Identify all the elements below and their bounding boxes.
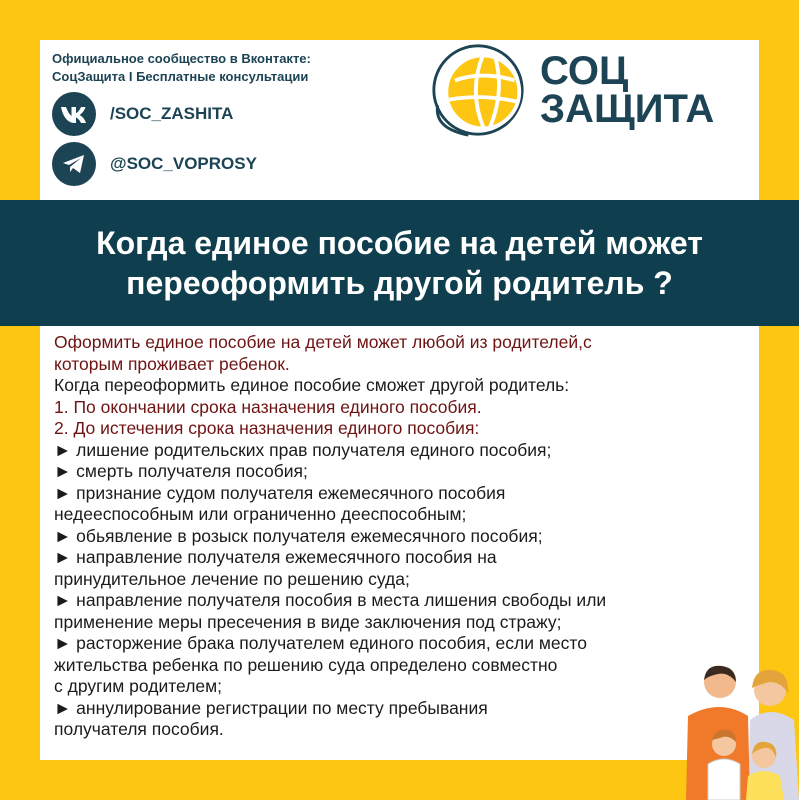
intro-line: которым проживает ребенок. [54, 353, 290, 374]
bullet-line: жительства ребенка по решению суда определено совместно [54, 654, 558, 675]
content-card [40, 326, 759, 760]
bullet-line: ► признание судом получателя ежемесячного пособия [54, 482, 506, 503]
question-line: Когда переоформить единое пособие сможет другой родитель: [54, 375, 570, 395]
logo-text [540, 49, 715, 131]
bullet-line: принудительное лечение по решению суда; [54, 568, 410, 589]
community-info [52, 50, 311, 86]
header-card [40, 40, 759, 200]
article-body [54, 332, 744, 741]
title-band [0, 200, 799, 326]
intro-line: Оформить единое пособие на детей может любой из родителей,с [54, 332, 592, 352]
vk-icon [52, 92, 96, 136]
page-title-line-1: Когда единое пособие на детей может [96, 225, 703, 261]
bullet-line: ► лишение родительских прав получателя единого пособия; [54, 439, 552, 460]
community-line-2: СоцЗащита I Бесплатные консультации [52, 69, 309, 84]
bullet-line: получателя пособия. [54, 719, 224, 739]
family-illustration [678, 660, 799, 800]
bullet-line: ► расторжение брака получателем единого пособия, если место [54, 633, 587, 653]
vk-link[interactable] [52, 92, 233, 136]
vk-handle: /SOC_ZASHITA [110, 104, 234, 123]
numbered-item: 2. До истечения срока назначения единого пособия: [54, 418, 480, 438]
logo [430, 42, 714, 138]
community-line-1: Официальное сообщество в Вконтакте: [52, 51, 311, 66]
bullet-line: с другим родителем; [54, 676, 223, 696]
telegram-icon [52, 142, 96, 186]
bullet-line: применение меры пресечения в виде заключения под стражу; [54, 611, 562, 632]
telegram-link[interactable] [52, 142, 257, 186]
logo-line-2: ЗАЩИТА [540, 87, 715, 131]
bullet-line: ► аннулирование регистрации по месту пребывания [54, 697, 488, 718]
numbered-item: 1. По окончании срока назначения единого пособия. [54, 396, 482, 417]
bullet-line: ► обьявление в розыск получателя ежемесячного пособия; [54, 525, 543, 546]
bullet-line: ► направление получателя пособия в места лишения свободы или [54, 590, 607, 610]
telegram-handle: @SOC_VOPROSY [110, 154, 257, 173]
bullet-line: недееспособным или ограниченно дееспособным; [54, 504, 467, 524]
globe-logo-icon [430, 42, 526, 138]
logo-line-1: СОЦ [540, 49, 629, 93]
bullet-line: ► смерть получателя пособия; [54, 461, 308, 481]
bullet-line: ► направление получателя ежемесячного пособия на [54, 547, 497, 567]
page-title-line-2: переоформить другой родитель ? [126, 265, 673, 301]
